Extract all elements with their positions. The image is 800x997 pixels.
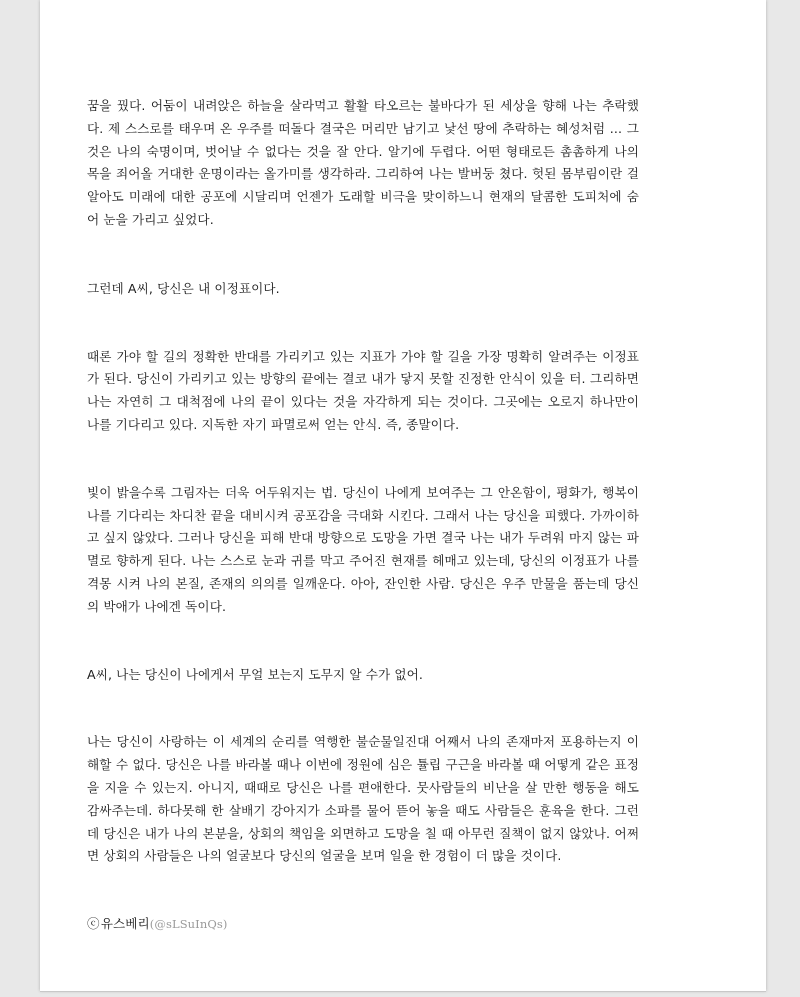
copyright-symbol: ⓒ [87,916,100,932]
page-edge [40,991,766,992]
paragraph-4: 빛이 밝을수록 그림자는 더욱 어두워지는 법. 당신이 나에게 보여주는 그 안온함이, 평화가, 행복이 나를 기다리는 차디찬 끝을 대비시켜 공포감을 극대화 시킨다. 그래서 나는 당신을 피했다. 가까이하고 싶지 않았다. 그러나 당신을 피해 반대 방향으로 도망을 가면 결국 나는 내가 두려워 마지 않는 파멸로 향하게 된다. 나는 스스로 눈과 귀를 막고 주어진 현재를 헤매고 있는데, 당신의 이정표가 나를 격몽 시켜 나의 본질, 존재의 의의를 일깨운다. 아아, 잔인한 사람. 당신은 우주 만물을 품는데 당신의 박애가 나에겐 독이다. [87,484,639,614]
author-name: 유스베리 [100,916,150,932]
copyright-credit [87,913,639,936]
author-handle: (@sLSuInQs) [149,917,228,932]
paragraph-3: 때론 가야 할 길의 정확한 반대를 가리키고 있는 지표가 가야 할 길을 가장 명확히 알려주는 이정표가 된다. 당신이 가리키고 있는 방향의 끝에는 결코 내가 닿지 못할 진정한 안식이 있을 터. 그리하면 나는 자연히 그 대척점에 나의 끝이 있다는 것을 자각하게 되는 것이다. 그곳에는 오로지 하나만이 나를 기다리고 있다. 지독한 자기 파멸로써 얻는 안식. 즉, 종말이다. [87,348,639,432]
document-body [87,95,639,936]
paragraph-1: 꿈을 꿨다. 어둠이 내려앉은 하늘을 살라먹고 활활 타오르는 불바다가 된 세상을 향해 나는 추락했다. 제 스스로를 태우며 온 우주를 떠돌다 결국은 머리만 남기고 낯선 땅에 추락하는 혜성처럼 ... 그것은 나의 숙명이며, 벗어날 수 없다는 것을 잘 안다. 알기에 두렵다. 어떤 형태로든 촘촘하게 나의 목을 죄어올 거대한 운명이라는 올가미를 생각하라. 그리하여 나는 발버둥 쳤다. 헛된 몸부림이란 걸 알아도 미래에 대한 공포에 시달리며 언젠가 도래할 비극을 맞이하느니 현재의 달콤한 도피처에 숨어 눈을 가리고 싶었다. [87,98,639,227]
paragraph-2: 그런데 A씨, 당신은 내 이정표이다. [87,280,280,296]
paragraph-5: A씨, 나는 당신이 나에게서 무얼 보는지 도무지 알 수가 없어. [87,666,423,682]
paragraph-6: 나는 당신이 사랑하는 이 세계의 순리를 역행한 불순물일진대 어째서 나의 존재마저 포용하는지 이해할 수 없다. 당신은 나를 바라볼 때나 이번에 정원에 심은 튤립 구근을 바라볼 때 어떻게 같은 표정을 지을 수 있는지. 아니지, 때때로 당신은 나를 편애한다. 뭇사람들의 비난을 살 만한 행동을 해도 감싸주는데. 하다못해 한 살배기 강아지가 소파를 물어 뜯어 놓을 때도 사람들은 훈육을 한다. 그런데 당신은 내가 나의 본분을, 상회의 책임을 외면하고 도망을 칠 때 아무런 질책이 없지 않았나. 어쩌면 상회의 사람들은 나의 얼굴보다 당신의 얼굴을 보며 일을 한 경험이 더 많을 것이다. [87,734,639,864]
